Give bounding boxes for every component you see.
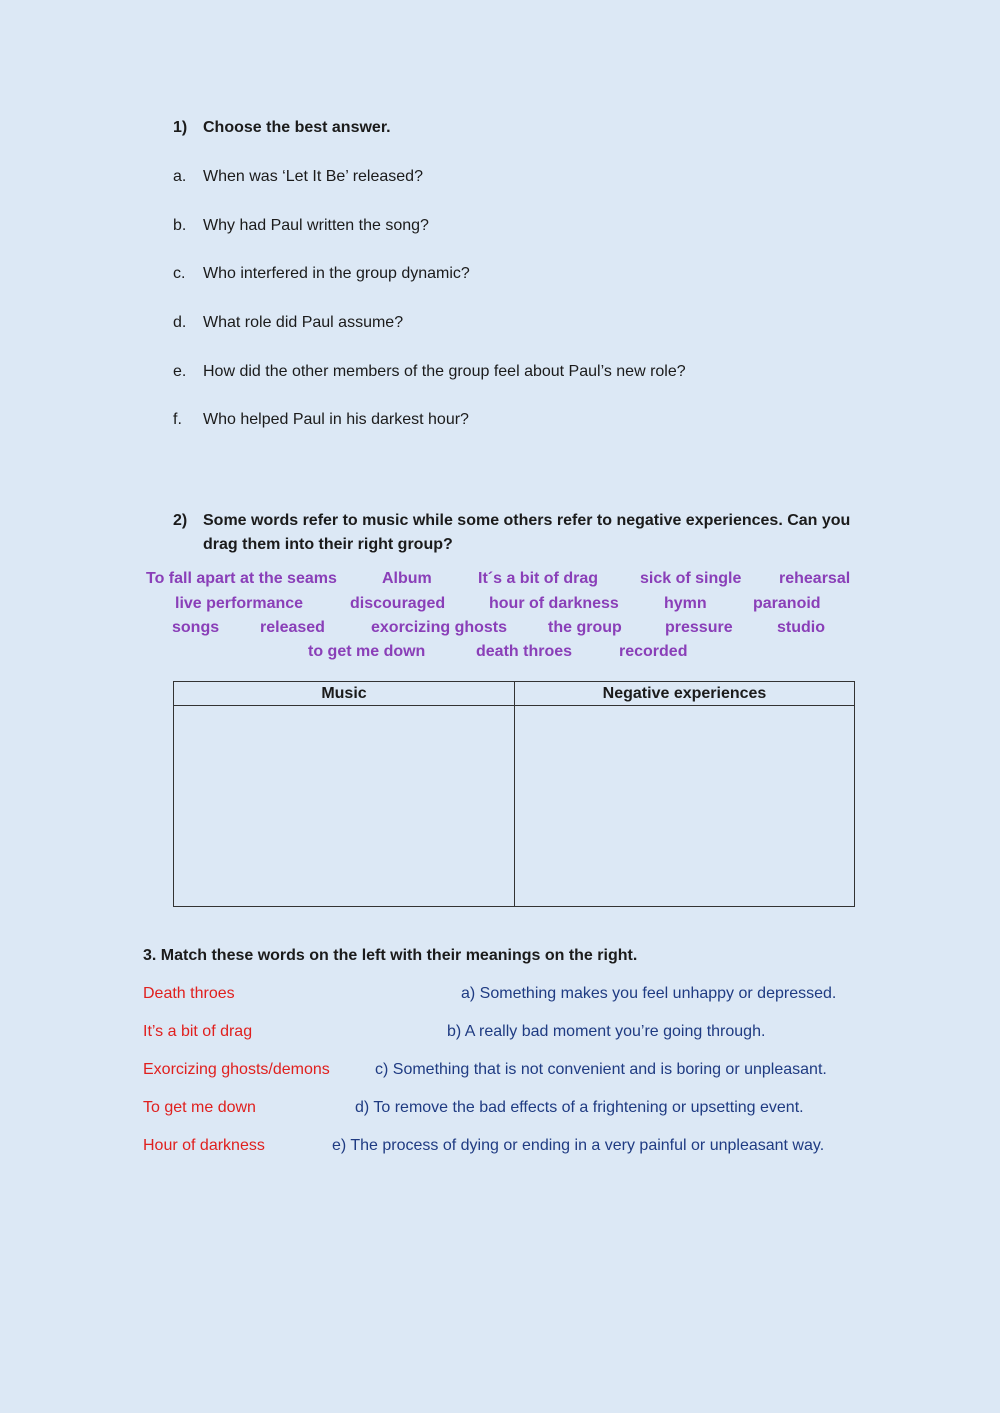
match-meaning[interactable]: e) The process of dying or ending in a very painful or unpleasant way. <box>332 1137 825 1154</box>
word-chip[interactable]: the group <box>548 619 622 636</box>
word-chip[interactable]: pressure <box>665 619 733 636</box>
word-chip[interactable]: paranoid <box>753 595 821 612</box>
question-letter: c. <box>173 265 186 282</box>
question-text: What role did Paul assume? <box>203 314 404 331</box>
section2-number: 2) <box>173 512 188 529</box>
music-header: Music <box>174 682 514 706</box>
word-chip[interactable]: released <box>260 619 325 636</box>
section1-heading <box>173 119 391 137</box>
question-letter: e. <box>173 363 187 380</box>
word-chip[interactable]: To fall apart at the seams <box>146 570 337 587</box>
word-chip[interactable]: songs <box>172 619 220 636</box>
word-chip[interactable]: It´s a bit of drag <box>478 570 598 587</box>
word-chip[interactable]: to get me down <box>308 643 426 660</box>
word-chip[interactable]: exorcizing ghosts <box>371 619 508 636</box>
word-chip[interactable]: studio <box>777 619 825 636</box>
word-chip[interactable]: sick of single <box>640 570 742 587</box>
question-a <box>173 168 423 186</box>
negative-drop-zone[interactable] <box>515 706 854 906</box>
match-term[interactable]: Exorcizing ghosts/demons <box>143 1061 330 1078</box>
word-chip[interactable]: hymn <box>664 595 707 612</box>
word-chip[interactable]: recorded <box>619 643 688 660</box>
match-term[interactable]: Death throes <box>143 985 235 1002</box>
match-meaning[interactable]: a) Something makes you feel unhappy or depressed. <box>461 985 837 1002</box>
question-f <box>173 411 469 429</box>
question-text: Who interfered in the group dynamic? <box>203 265 470 282</box>
match-meaning[interactable]: d) To remove the bad effects of a frightening or upsetting event. <box>355 1099 804 1116</box>
section2-heading <box>173 509 863 557</box>
negative-column <box>515 682 854 906</box>
match-meaning[interactable]: c) Something that is not convenient and is boring or unpleasant. <box>375 1061 827 1078</box>
section2-title: Some words refer to music while some others refer to negative experiences. Can you drag them into their right group? <box>203 512 851 553</box>
question-letter: f. <box>173 411 182 428</box>
question-text: Who helped Paul in his darkest hour? <box>203 411 469 428</box>
question-letter: d. <box>173 314 187 331</box>
section1-number: 1) <box>173 119 188 136</box>
section3-title: 3. Match these words on the left with their meanings on the right. <box>143 947 638 964</box>
question-b <box>173 217 429 235</box>
question-d <box>173 314 403 332</box>
music-drop-zone[interactable] <box>174 706 514 906</box>
word-chip[interactable]: death throes <box>476 643 573 660</box>
match-term[interactable]: To get me down <box>143 1099 256 1116</box>
question-letter: b. <box>173 217 187 234</box>
question-text: How did the other members of the group feel about Paul’s new role? <box>203 363 686 380</box>
match-term[interactable]: Hour of darkness <box>143 1137 265 1154</box>
match-meaning[interactable]: b) A really bad moment you’re going through. <box>447 1023 766 1040</box>
word-chip[interactable]: hour of darkness <box>489 595 619 612</box>
question-letter: a. <box>173 168 187 185</box>
match-term[interactable]: It’s a bit of drag <box>143 1023 253 1040</box>
section1-title: Choose the best answer. <box>203 119 391 136</box>
word-chip[interactable]: discouraged <box>350 595 446 612</box>
question-text: Why had Paul written the song? <box>203 217 429 234</box>
negative-header: Negative experiences <box>515 682 854 706</box>
question-text: When was ‘Let It Be’ released? <box>203 168 423 185</box>
word-chip[interactable]: live performance <box>175 595 304 612</box>
question-e <box>173 363 686 381</box>
question-c <box>173 265 470 283</box>
word-chip[interactable]: Album <box>382 570 432 587</box>
word-chip[interactable]: rehearsal <box>779 570 851 587</box>
sorting-table <box>173 681 855 907</box>
music-column <box>174 682 515 906</box>
